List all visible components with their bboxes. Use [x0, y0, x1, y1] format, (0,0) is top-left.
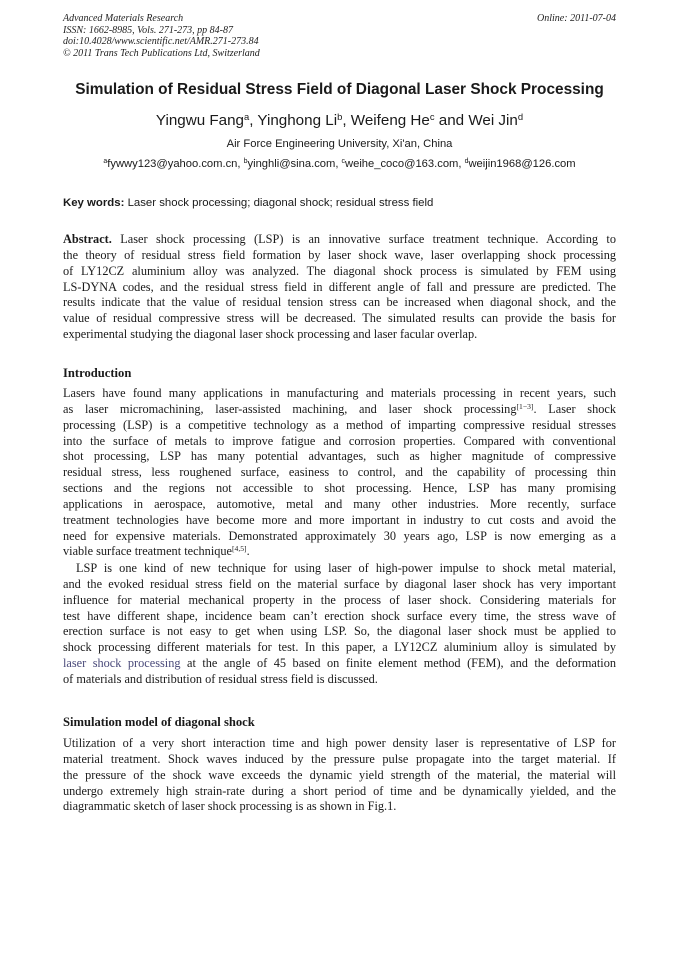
- body-line: sections and the regions not accessible to shot processing. Hence, LSP has many promising: [63, 481, 616, 496]
- body-line: erection surface is not easy to get when using LSP. So, the diagonal laser shock must be applied to: [63, 624, 616, 639]
- author-affil-mark: a: [244, 110, 250, 122]
- email-link[interactable]: weihe_coco@163.com: [345, 158, 459, 170]
- running-header: [63, 13, 616, 59]
- highlighted-term: laser shock processing: [63, 656, 181, 671]
- body-line: need for expensive materials. Demonstrated approximately 30 years ago, LSP is now emerging as a: [63, 528, 616, 543]
- introduction-paragraph-2: [63, 561, 616, 688]
- abstract-line: value of residual compressive stress will be decreased. The simulated results can provide the basis for: [63, 311, 616, 326]
- section-heading-introduction: Introduction: [63, 366, 132, 380]
- journal-name: Advanced Materials Research: [63, 13, 184, 24]
- body-line: test have different shape, incidence beam can’t erection shock surface every time, the stress wave of: [63, 608, 616, 623]
- body-text: as laser micromachining, laser-assisted machining, and laser shock processing: [63, 401, 517, 416]
- body-line: diagrammatic sketch of laser shock processing is as shown in Fig.1.: [63, 799, 397, 814]
- doi-line: doi:10.4028/www.scientific.net/AMR.271-273.84: [63, 36, 259, 47]
- body-line: [63, 402, 616, 418]
- body-line: material treatment. Shock waves induced by the pressure pulse propagate into the target material. If: [63, 751, 616, 766]
- author-separator: and: [434, 112, 469, 129]
- body-line: processing (LSP) is a competitive technology as a method of imparting compressive residual stresses: [63, 417, 616, 432]
- copyright-line: © 2011 Trans Tech Publications Ltd, Switzerland: [63, 47, 260, 59]
- section-heading-simulation: Simulation model of diagonal shock: [63, 715, 255, 729]
- simulation-paragraph: [63, 736, 616, 815]
- abstract-label: Abstract.: [63, 232, 112, 246]
- body-text: .: [246, 544, 250, 559]
- body-line: Utilization of a very short interaction time and high power density laser is representative of LSP for: [63, 736, 616, 750]
- body-line: [63, 544, 616, 560]
- email-mark: d: [464, 158, 469, 166]
- author-name: Yinghong Li: [257, 112, 338, 129]
- author-affil-mark: c: [429, 110, 435, 122]
- body-line: applications in aerospace, automotive, metal and many other industries. More recently, surface: [63, 496, 616, 511]
- body-line: the pressure of the shock wave exceeds the dynamic yield strength of the material, the material will: [63, 767, 616, 782]
- author-affil-mark: b: [337, 110, 343, 122]
- author-list: [63, 111, 616, 131]
- abstract-line: experimental studying the diagonal laser shock processing and laser facular overlap.: [63, 327, 478, 342]
- introduction-paragraph-1: [63, 386, 616, 560]
- body-text: at the angle of 45 based on finite element method (FEM), and the deformation: [180, 656, 616, 671]
- email-mark: a: [103, 158, 108, 166]
- citation: [4,5]: [232, 544, 247, 554]
- author-separator: ,: [249, 112, 258, 129]
- body-line: and the evoked residual stress field on the material surface by diagonal laser shock has very important: [63, 576, 616, 591]
- body-line: influence for material mechanical property in the process of laser shock. Considering materials for: [63, 592, 616, 607]
- abstract-line: of LY12CZ aluminium alloy was analyzed. The diagonal shock process is simulated by FEM using: [63, 263, 616, 278]
- issn-line: ISSN: 1662-8985, Vols. 271-273, pp 84-87: [63, 24, 233, 36]
- keywords-text: Laser shock processing; diagonal shock; residual stress field: [124, 197, 434, 209]
- body-text: . Laser shock: [533, 401, 616, 416]
- email-list: $^a$fywwy123@yahoo.com.cn, $^b$yinghli@sina.com, $^c$weihe_coco@163.com, $^d$weijin1968@126.com: [103, 158, 576, 170]
- author-affil-mark: d: [517, 110, 524, 122]
- abstract-line: LS-DYNA codes, and the residual stress field in different angle of fall and pressure are predicted. The: [63, 279, 616, 294]
- abstract-text: Laser shock processing (LSP) is an innovative surface treatment technique. According to: [111, 232, 616, 246]
- body-line: of materials and distribution of residual stress field is discussed.: [63, 671, 378, 686]
- email-link[interactable]: weijin1968@126.com: [468, 158, 576, 170]
- email-mark: b: [243, 158, 248, 166]
- abstract-line: [63, 232, 616, 248]
- author-separator: ,: [342, 112, 351, 129]
- paper-title: Simulation of Residual Stress Field of Diagonal Laser Shock Processing: [75, 81, 604, 98]
- author-name: Yingwu Fang: [155, 112, 244, 129]
- body-line: undergo extremely high strain-rate during a short period of time and be dynamically yielded, and the: [63, 783, 616, 798]
- email-link[interactable]: fywwy123@yahoo.com.cn: [107, 158, 238, 170]
- abstract: [63, 232, 616, 343]
- abstract-line: results indicate that the value of residual tension stress can be increased when diagonal shock, and the: [63, 295, 616, 310]
- citation: [1−3]: [516, 401, 534, 411]
- affiliation: Air Force Engineering University, Xi'an, China: [226, 138, 453, 150]
- email-link[interactable]: yinghli@sina.com: [247, 158, 336, 170]
- body-line: into the surface of metals to improve fatigue and corrosion properties. Compared with conventional: [63, 433, 616, 448]
- keywords-label: Key words:: [63, 197, 125, 209]
- body-line: shot processing, LSP has many potential advantages, such as higher magnitude of compressive: [63, 449, 616, 464]
- online-date: Online: 2011-07-04: [537, 13, 616, 24]
- body-line: shock processing different materials for test. In this paper, a LY12CZ aluminium alloy is simulated by: [63, 640, 616, 655]
- body-line: LSP is one kind of new technique for using laser of high-power impulse to shock metal material,: [76, 561, 616, 575]
- email-mark: c: [341, 158, 346, 166]
- body-line: residual stress, less roughened surface, easiness to control, and the capability of processing thin: [63, 465, 616, 480]
- body-text: viable surface treatment technique: [63, 544, 232, 559]
- body-line: Lasers have found many applications in manufacturing and materials processing in recent years, such: [63, 386, 616, 400]
- keywords: [63, 196, 616, 210]
- abstract-line: the theory of residual stress field formation by laser shock wave, laser overlapping shock processing: [63, 247, 616, 262]
- author-name: Wei Jin: [468, 112, 518, 129]
- body-line: [63, 656, 616, 672]
- body-line: treatment technologies have become more and more important in industry to cut costs and avoid the: [63, 512, 616, 527]
- author-name: Weifeng He: [350, 112, 430, 129]
